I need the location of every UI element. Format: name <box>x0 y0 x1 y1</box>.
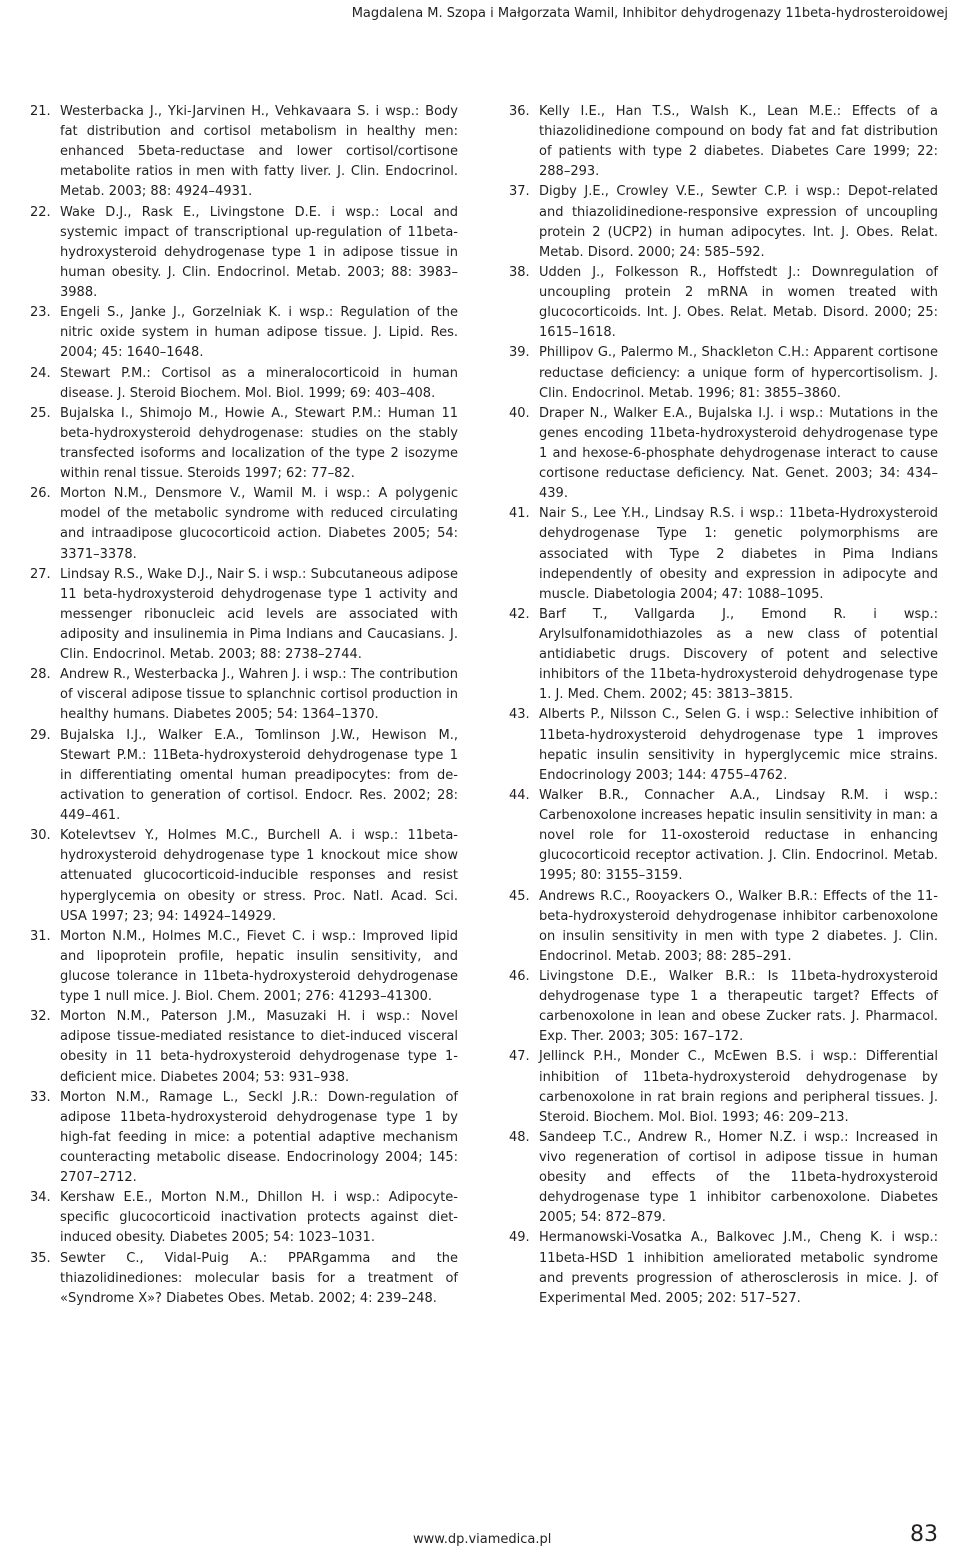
reference-item <box>509 263 938 343</box>
reference-item <box>30 1088 458 1188</box>
reference-text: Lindsay R.S., Wake D.J., Nair S. i wsp.: Subcutaneous adipose 11 beta-hydroxysteroid dehydrogenase type 1 activity and messenger ribonucleic acid levels are associated with adiposity and insulinemia in Pima Indians and Caucasians. J. Clin. Endocrinol. Metab. 2003; 88: 2738–2744. <box>60 566 458 663</box>
reference-item <box>509 887 938 967</box>
page-number: 83 <box>910 1522 938 1547</box>
reference-number: 34. <box>30 1190 51 1206</box>
reference-number: 35. <box>30 1250 51 1266</box>
reference-item <box>509 1047 938 1127</box>
reference-item <box>509 1128 938 1228</box>
reference-text: Andrews R.C., Rooyackers O., Walker B.R.: Effects of the 11-beta-hydroxysteroid dehydrogenase inhibitor carbenoxolone on insulin sensitivity in men with type 2 diabetes. J. Clin. Endocrinol. Metab. 2003; 88: 285–291. <box>539 888 938 964</box>
reference-item <box>30 665 458 725</box>
reference-item <box>509 102 938 182</box>
reference-text: Morton N.M., Densmore V., Wamil M. i wsp.: A polygenic model of the metabolic syndrome with reduced circulating and intraadipose glucocorticoid action. Diabetes 2005; 54: 3371–3378. <box>60 486 458 562</box>
reference-item <box>30 1249 458 1309</box>
reference-text: Walker B.R., Connacher A.A., Lindsay R.M. i wsp.: Carbenoxolone increases hepatic insulin sensitivity in man: a novel role for 11-oxosteroid reductase in enhancing glucocorticoid receptor activation. J. Clin. Endocrinol. Metab. 1995; 80: 3155–3159. <box>539 787 938 884</box>
reference-text: Sandeep T.C., Andrew R., Homer N.Z. i wsp.: Increased in vivo regeneration of cortisol in adipose tissue in human obesity and effects of the 11beta-hydroxysteroid dehydrogenase type 1 inhibitor carbenoxolone. Diabetes 2005; 54: 872–879. <box>539 1129 938 1226</box>
reference-number: 29. <box>30 727 51 743</box>
reference-item <box>30 927 458 1007</box>
reference-number: 42. <box>509 606 530 622</box>
reference-number: 39. <box>509 345 530 361</box>
reference-number: 32. <box>30 1009 51 1025</box>
reference-text: Phillipov G., Palermo M., Shackleton C.H.: Apparent cortisone reductase deficiency: a unique form of hypercortisolism. J. Clin. Endocrinol. Metab. 1996; 81: 3855–3860. <box>539 345 938 401</box>
reference-item <box>30 826 458 926</box>
reference-number: 24. <box>30 365 51 381</box>
reference-item <box>509 404 938 504</box>
reference-item <box>30 726 458 826</box>
reference-number: 48. <box>509 1129 530 1145</box>
reference-number: 36. <box>509 104 530 119</box>
reference-number: 26. <box>30 486 51 502</box>
reference-item <box>509 605 938 705</box>
reference-number: 46. <box>509 968 530 984</box>
reference-number: 21. <box>30 104 51 119</box>
reference-number: 23. <box>30 305 51 321</box>
reference-item <box>509 705 938 785</box>
reference-text: Jellinck P.H., Monder C., McEwen B.S. i wsp.: Differential inhibition of 11beta-hydroxysteroid dehydrogenase by carbenoxolone in rat brain regions and peripheral tissues. J. Steroid. Biochem. Mol. Biol. 1993; 46: 209–213. <box>539 1049 938 1125</box>
reference-item <box>30 102 458 202</box>
reference-item <box>30 1007 458 1087</box>
reference-number: 44. <box>509 787 530 803</box>
reference-text: Andrew R., Westerbacka J., Wahren J. i wsp.: The contribution of visceral adipose tissue to splanchnic cortisol production in healthy humans. Diabetes 2005; 54: 1364–1370. <box>60 667 458 723</box>
reference-text: Kelly I.E., Han T.S., Walsh K., Lean M.E.: Effects of a thiazolidinedione compound on body fat and fat distribution of patients with type 2 diabetes. Diabetes Care 1999; 22: 288–293. <box>539 104 938 180</box>
reference-text: Engeli S., Janke J., Gorzelniak K. i wsp.: Regulation of the nitric oxide system in human adipose tissue. J. Lipid. Res. 2004; 45: 1640–1648. <box>60 305 458 361</box>
reference-text: Draper N., Walker E.A., Bujalska I.J. i wsp.: Mutations in the genes encoding 11beta-hydroxysteroid dehydrogenase type 1 and hexose-6-phosphate dehydrogenase interact to cause cortisone reductase deficiency. Nat. Genet. 2003; 34: 434–439. <box>539 405 938 502</box>
reference-text: Nair S., Lee Y.H., Lindsay R.S. i wsp.: 11beta-Hydroxysteroid dehydrogenase Type 1: genetic polymorphisms are associated with Type 2 diabetes in Pima Indians independently of obesity and expression in adipocyte and muscle. Diabetologia 2004; 47: 1088–1095. <box>539 506 938 602</box>
reference-item <box>509 786 938 886</box>
reference-text: Barf T., Vallgarda J., Emond R. i wsp.: Arylsulfonamidothiazoles as a new class of potential antidiabetic drugs. Discovery of potent and selective inhibitors of the 11beta-hydroxysteroid dehydrogenase type 1. J. Med. Chem. 2002; 45: 3813–3815. <box>539 606 938 703</box>
reference-text: Westerbacka J., Yki-Jarvinen H., Vehkavaara S. i wsp.: Body fat distribution and cortisol metabolism in healthy men: enhanced 5beta-reductase and lower cortisol/cortisone metabolite ratios in men with fatty liver. J. Clin. Endocrinol. Metab. 2003; 88: 4924–4931. <box>60 104 458 200</box>
reference-number: 41. <box>509 506 530 522</box>
reference-item <box>30 203 458 303</box>
running-header: Magdalena M. Szopa i Małgorzata Wamil, Inhibitor dehydrogenazy 11beta-hydrosteroidowej <box>351 6 948 21</box>
reference-number: 33. <box>30 1089 51 1105</box>
reference-number: 37. <box>509 184 530 200</box>
reference-text: Digby J.E., Crowley V.E., Sewter C.P. i wsp.: Depot-related and thiazolidinedione-responsive expression of uncoupling protein 2 (UCP2) in human adipocytes. Int. J. Obes. Relat. Metab. Disord. 2000; 24: 585–592. <box>539 184 938 260</box>
reference-item <box>30 364 458 404</box>
reference-number: 25. <box>30 405 51 421</box>
reference-item <box>30 404 458 484</box>
reference-text: Udden J., Folkesson R., Hoffstedt J.: Downregulation of uncoupling protein 2 mRNA in women treated with glucocorticoids. Int. J. Obes. Relat. Metab. Disord. 2000; 25: 1615–1618. <box>539 264 938 341</box>
references-right-column <box>509 102 938 1309</box>
reference-text: Bujalska I., Shimojo M., Howie A., Stewart P.M.: Human 11 beta-hydroxysteroid dehydrogenase: studies on the stably transfected isoforms and localization of the type 2 isozyme within renal tissue. Steroids 1997; 62: 77–82. <box>60 405 458 482</box>
reference-number: 27. <box>30 566 51 582</box>
reference-item <box>509 967 938 1047</box>
reference-text: Stewart P.M.: Cortisol as a mineralocorticoid in human disease. J. Steroid Biochem. Mol. Biol. 1999; 69: 403–408. <box>60 365 458 401</box>
reference-text: Wake D.J., Rask E., Livingstone D.E. i wsp.: Local and systemic impact of transcriptional up-regulation of 11beta-hydroxysteroid dehydrogenase type 1 in adipose tissue in human obesity. J. Clin. Endocrinol. Metab. 2003; 88: 3983–3988. <box>60 204 458 300</box>
reference-item <box>509 182 938 262</box>
reference-item <box>509 504 938 604</box>
reference-text: Sewter C., Vidal-Puig A.: PPARgamma and the thiazolidinediones: molecular basis for a treatment of «Syndrome X»? Diabetes Obes. Metab. 2002; 4: 239–248. <box>60 1250 458 1306</box>
reference-number: 43. <box>509 707 530 723</box>
reference-text: Morton N.M., Paterson J.M., Masuzaki H. i wsp.: Novel adipose tissue-mediated resistance to diet-induced visceral obesity in 11 beta-hydroxysteroid dehydrogenase type 1-deficient mice. Diabetes 2004; 53: 931–938. <box>60 1009 458 1085</box>
reference-text: Morton N.M., Holmes M.C., Fievet C. i wsp.: Improved lipid and lipoprotein profile, hepatic insulin sensitivity, and glucose tolerance in 11beta-hydroxysteroid dehydrogenase type 1 null mice. J. Biol. Chem. 2001; 276: 41293–41300. <box>60 928 458 1005</box>
reference-item <box>30 565 458 665</box>
reference-number: 49. <box>509 1230 530 1246</box>
reference-number: 45. <box>509 888 530 904</box>
reference-number: 22. <box>30 204 51 220</box>
reference-number: 40. <box>509 405 530 421</box>
reference-item <box>30 303 458 363</box>
reference-number: 38. <box>509 264 530 280</box>
reference-text: Hermanowski-Vosatka A., Balkovec J.M., Cheng K. i wsp.: 11beta-HSD 1 inhibition ameliorated metabolic syndrome and prevents progression of atherosclerosis in mice. J. of Experimental Med. 2005; 202: 517–527. <box>539 1230 938 1306</box>
reference-text: Kershaw E.E., Morton N.M., Dhillon H. i wsp.: Adipocyte-specific glucocorticoid inactivation protects against diet-induced obesity. Diabetes 2005; 54: 1023–1031. <box>60 1190 458 1246</box>
reference-item <box>30 1188 458 1248</box>
reference-number: 30. <box>30 828 51 844</box>
reference-text: Livingstone D.E., Walker B.R.: Is 11beta-hydroxysteroid dehydrogenase type 1 a therapeutic target? Effects of carbenoxolone in lean and obese Zucker rats. J. Pharmacol. Exp. Ther. 2003; 305: 167–172. <box>539 968 938 1045</box>
reference-number: 47. <box>509 1049 530 1065</box>
journal-url[interactable]: www.dp.viamedica.pl <box>413 1532 552 1547</box>
reference-text: Bujalska I.J., Walker E.A., Tomlinson J.W., Hewison M., Stewart P.M.: 11Beta-hydroxysteroid dehydrogenase type 1 in differentiating omental human preadipocytes: from de-activation to generation of cortisol. Endocr. Res. 2002; 28: 449–461. <box>60 727 458 824</box>
reference-item <box>509 343 938 403</box>
reference-number: 31. <box>30 928 51 944</box>
reference-text: Alberts P., Nilsson C., Selen G. i wsp.: Selective inhibition of 11beta-hydroxysteroid dehydrogenase type 1 improves hepatic insulin sensitivity in hyperglycemic mice strains. Endocrinology 2003; 144: 4755–4762. <box>539 707 938 783</box>
reference-text: Morton N.M., Ramage L., Seckl J.R.: Down-regulation of adipose 11beta-hydroxysteroid dehydrogenase type 1 by high-fat feeding in mice: a potential adaptive mechanism counteracting metabolic disease. Endocrinology 2004; 145: 2707–2712. <box>60 1089 458 1186</box>
reference-item <box>509 1228 938 1308</box>
references-left-column <box>30 102 458 1309</box>
reference-number: 28. <box>30 667 51 683</box>
reference-item <box>30 484 458 564</box>
reference-text: Kotelevtsev Y., Holmes M.C., Burchell A. i wsp.: 11beta-hydroxysteroid dehydrogenase type 1 knockout mice show attenuated glucocorticoid-inducible responses and resist hyperglycemia on obesity or stress. Proc. Natl. Acad. Sci. USA 1997; 23; 94: 14924–14929. <box>60 828 458 924</box>
